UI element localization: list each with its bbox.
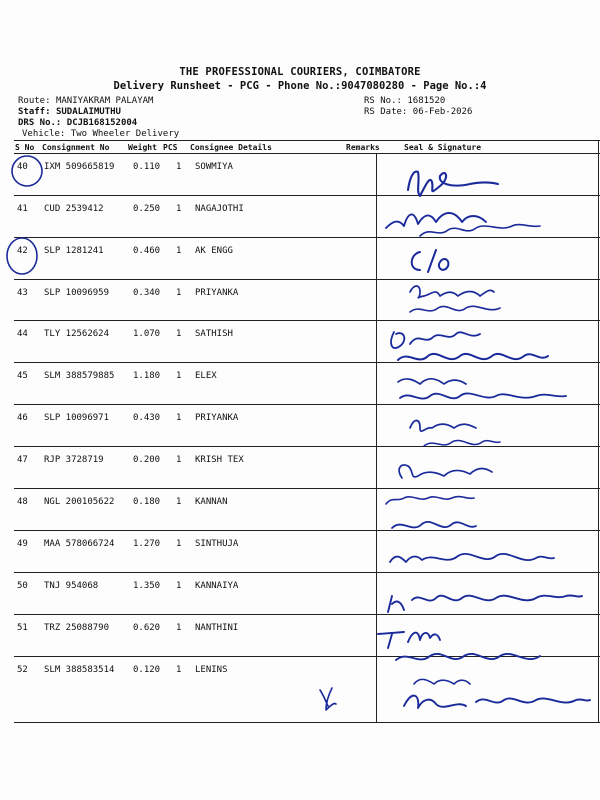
row-consignee: NANTHINI — [195, 623, 239, 633]
number-scribble — [420, 225, 540, 236]
row-consignee: SOWMIYA — [195, 162, 233, 172]
signature-scribble — [386, 213, 486, 228]
row-weight: 1.070 — [133, 329, 161, 339]
row-pcs: 1 — [176, 665, 182, 675]
row-pcs: 1 — [176, 539, 182, 549]
signature-scribble — [408, 172, 498, 196]
signature-scribble — [412, 250, 449, 272]
route-value: MANIYAKRAM PALAYAM — [55, 96, 154, 106]
row-consignment: TNJ 954068 — [44, 581, 99, 591]
row-pcs: 1 — [176, 581, 182, 591]
row-sno: 43 — [17, 288, 28, 298]
row-consignee: KRISH TEX — [195, 455, 244, 465]
row-weight: 0.340 — [133, 288, 161, 298]
number-scribble — [424, 440, 500, 446]
row-sno: 51 — [17, 623, 28, 633]
drs-label: DRS No.: — [18, 118, 62, 128]
row-weight: 0.120 — [133, 665, 161, 675]
row-sno: 41 — [17, 204, 28, 214]
pen-circle — [7, 238, 37, 274]
row-weight: 0.110 — [133, 162, 161, 172]
row-weight: 0.430 — [133, 413, 161, 423]
row-pcs: 1 — [176, 497, 182, 507]
row-pcs: 1 — [176, 623, 182, 633]
row-sno: 50 — [17, 581, 28, 591]
signature-scribble — [404, 696, 590, 708]
route-label: Route: — [18, 96, 51, 106]
signature-scribble — [410, 286, 494, 298]
number-scribble — [396, 654, 540, 660]
vehicle-value: Two Wheeler Delivery — [70, 129, 180, 139]
row-consignment: RJP 3728719 — [44, 455, 104, 465]
signature-scribble — [388, 595, 582, 612]
row-consignment: SLP 10096971 — [44, 413, 110, 423]
signature-scribble — [399, 465, 492, 478]
company-title: THE PROFESSIONAL COURIERS, COIMBATORE — [179, 66, 421, 78]
row-consignee: LENINS — [195, 665, 228, 675]
number-scribble — [400, 393, 566, 398]
row-sno: 46 — [17, 413, 28, 423]
row-consignee: SINTHUJA — [195, 539, 239, 549]
stray-ink-mark — [320, 688, 336, 710]
row-weight: 0.460 — [133, 246, 161, 256]
row-consignment: TLY 12562624 — [44, 329, 110, 339]
col-pcs: PCS — [163, 143, 178, 152]
staff-value: SUDALAIMUTHU — [55, 107, 121, 117]
row-consignment: TRZ 25088790 — [44, 623, 110, 633]
number-scribble — [410, 306, 500, 312]
col-sno: S No — [15, 143, 35, 152]
signature-scribble — [398, 379, 466, 384]
runsheet-subtitle: Delivery Runsheet - PCG - Phone No.:9047080280 - Page No.:4 — [113, 80, 487, 92]
col-seal: Seal & Signature — [404, 143, 482, 152]
col-consignee: Consignee Details — [190, 143, 272, 152]
row-consignment: SLP 10096959 — [44, 288, 110, 298]
rs-date-value: 06-Feb-2026 — [412, 107, 473, 117]
row-pcs: 1 — [176, 204, 182, 214]
number-scribble — [398, 354, 548, 360]
row-consignee: PRIYANKA — [195, 413, 239, 423]
number-scribble — [392, 522, 476, 528]
row-sno: 40 — [17, 162, 28, 172]
row-consignee: ELEX — [195, 371, 217, 381]
row-pcs: 1 — [176, 329, 182, 339]
row-consignee: KANNAN — [195, 497, 228, 507]
row-consignment: SLP 1281241 — [44, 246, 104, 256]
row-consignee: KANNAIYA — [195, 581, 239, 591]
row-sno: 48 — [17, 497, 28, 507]
row-weight: 0.180 — [133, 497, 161, 507]
row-weight: 1.180 — [133, 371, 161, 381]
row-pcs: 1 — [176, 413, 182, 423]
row-weight: 0.250 — [133, 204, 161, 214]
row-sno: 45 — [17, 371, 28, 381]
signature-scribble — [414, 679, 470, 684]
col-consignment: Consignment No — [42, 143, 110, 152]
row-consignment: SLM 388579885 — [44, 371, 115, 381]
col-weight: Weight — [128, 143, 157, 152]
row-pcs: 1 — [176, 455, 182, 465]
vehicle-label: Vehicle: — [22, 129, 66, 139]
row-pcs: 1 — [176, 246, 182, 256]
row-pcs: 1 — [176, 162, 182, 172]
row-weight: 1.350 — [133, 581, 161, 591]
rs-no-value: 1681520 — [407, 96, 446, 106]
row-consignee: SATHISH — [195, 329, 233, 339]
row-consignee: PRIYANKA — [195, 288, 239, 298]
rs-date-label: RS Date: — [364, 107, 408, 117]
row-consignment: CUD 2539412 — [44, 204, 104, 214]
row-sno: 42 — [17, 246, 28, 256]
signature-scribble — [390, 554, 554, 562]
pen-circle — [12, 156, 42, 186]
drs-value: DCJB168152004 — [66, 118, 138, 128]
row-sno: 52 — [17, 665, 28, 675]
row-weight: 1.270 — [133, 539, 161, 549]
row-consignment: SLM 388583514 — [44, 665, 115, 675]
row-consignment: NGL 200105622 — [44, 497, 115, 507]
signature-scribble — [410, 421, 476, 432]
row-consignee: NAGAJOTHI — [195, 204, 244, 214]
row-consignment: MAA 578066724 — [44, 539, 115, 549]
row-consignment: IXM 509665819 — [44, 162, 115, 172]
row-pcs: 1 — [176, 371, 182, 381]
signature-scribble — [378, 632, 440, 648]
signature-scribble — [386, 497, 474, 504]
row-pcs: 1 — [176, 288, 182, 298]
row-sno: 47 — [17, 455, 28, 465]
row-consignee: AK ENGG — [195, 246, 233, 256]
row-weight: 0.200 — [133, 455, 161, 465]
signature-scribble — [391, 332, 480, 348]
row-weight: 0.620 — [133, 623, 161, 633]
row-sno: 49 — [17, 539, 28, 549]
staff-label: Staff: — [18, 107, 51, 117]
rs-no-label: RS No.: — [364, 96, 402, 106]
row-sno: 44 — [17, 329, 28, 339]
col-remarks: Remarks — [346, 143, 380, 152]
